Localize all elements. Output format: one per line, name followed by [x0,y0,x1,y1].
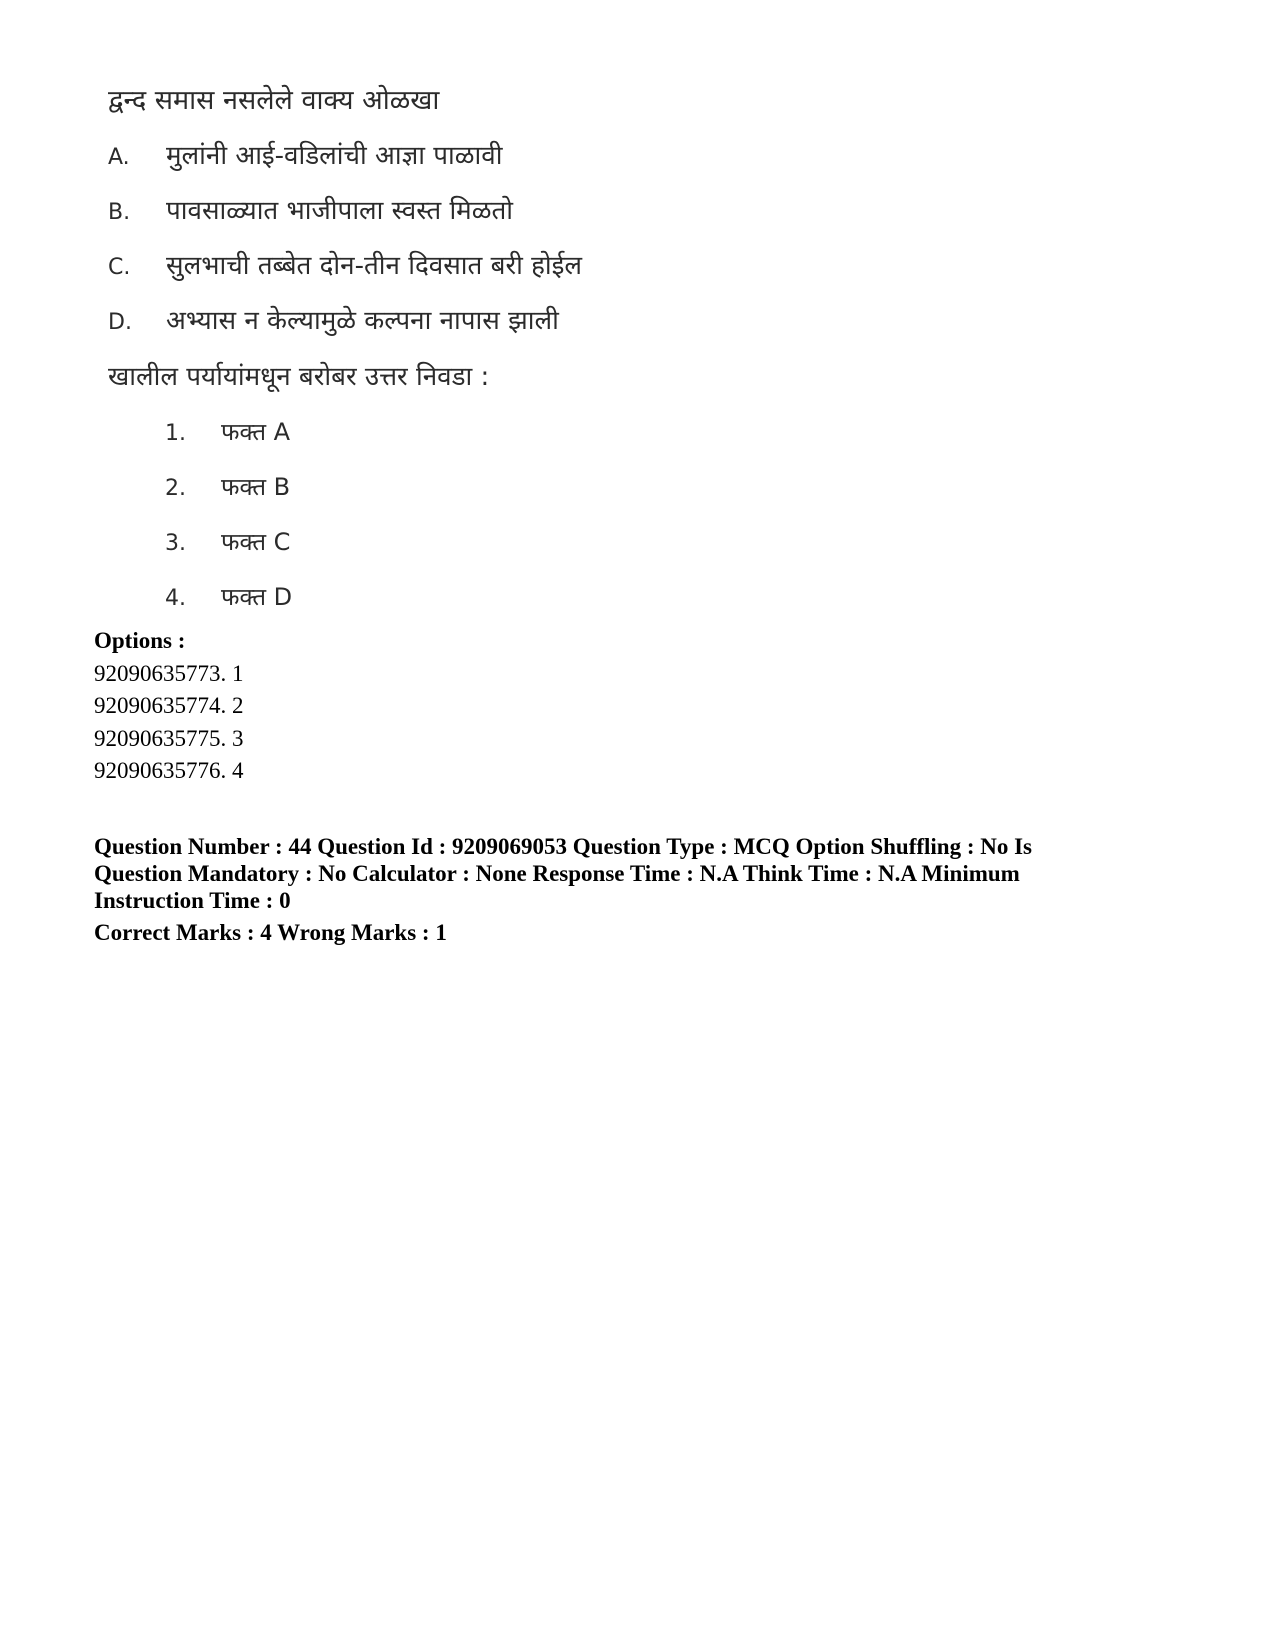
statement-text: पावसाळ्यात भाजीपाला स्वस्त मिळतो [166,196,514,226]
choice-text: फक्त B [221,473,291,501]
options-heading: Options : [94,628,186,653]
choice-text: फक्त C [221,528,291,556]
option-line-2: 92090635774. 2 [94,693,244,718]
statement-letter: C. [108,255,131,280]
option-line-1: 92090635773. 1 [94,661,244,686]
option-line-4: 92090635776. 4 [94,758,244,783]
statement-letter: B. [108,200,131,225]
question-title: द्वन्द समास नसलेले वाक्य ओळखा [108,85,440,116]
statement-b [108,191,513,227]
choice-number: 3. [165,531,186,556]
choice-2 [165,470,290,503]
choice-text: फक्त D [221,583,293,611]
statement-a [108,136,502,172]
statement-letter: D. [108,310,132,335]
choice-number: 1. [165,421,186,446]
statement-text: अभ्यास न केल्यामुळे कल्पना नापास झाली [166,306,559,336]
statement-d [108,301,559,337]
question-instruction: खालील पर्यायांमधून बरोबर उत्तर निवडा : [108,362,490,392]
choice-4 [165,580,292,613]
statement-letter: A. [108,145,130,170]
statement-text: मुलांनी आई-वडिलांची आज्ञा पाळावी [166,141,503,171]
question-info: Question Number : 44 Question Id : 9209069053 Question Type : MCQ Option Shuffling : No Is Question Mandatory : No Calculator : None Response Time : N.A Think Time : N.A Minimum Instruction Time : 0 [94,834,1033,913]
choice-1 [165,415,290,448]
statement-text: सुलभाची तब्बेत दोन-तीन दिवसात बरी होईल [166,251,583,281]
choice-text: फक्त A [221,418,291,446]
choice-number: 4. [165,586,186,611]
statement-c [108,246,582,282]
choice-number: 2. [165,476,186,501]
marks-info: Correct Marks : 4 Wrong Marks : 1 [94,920,447,945]
choice-3 [165,525,290,558]
option-line-3: 92090635775. 3 [94,726,244,751]
